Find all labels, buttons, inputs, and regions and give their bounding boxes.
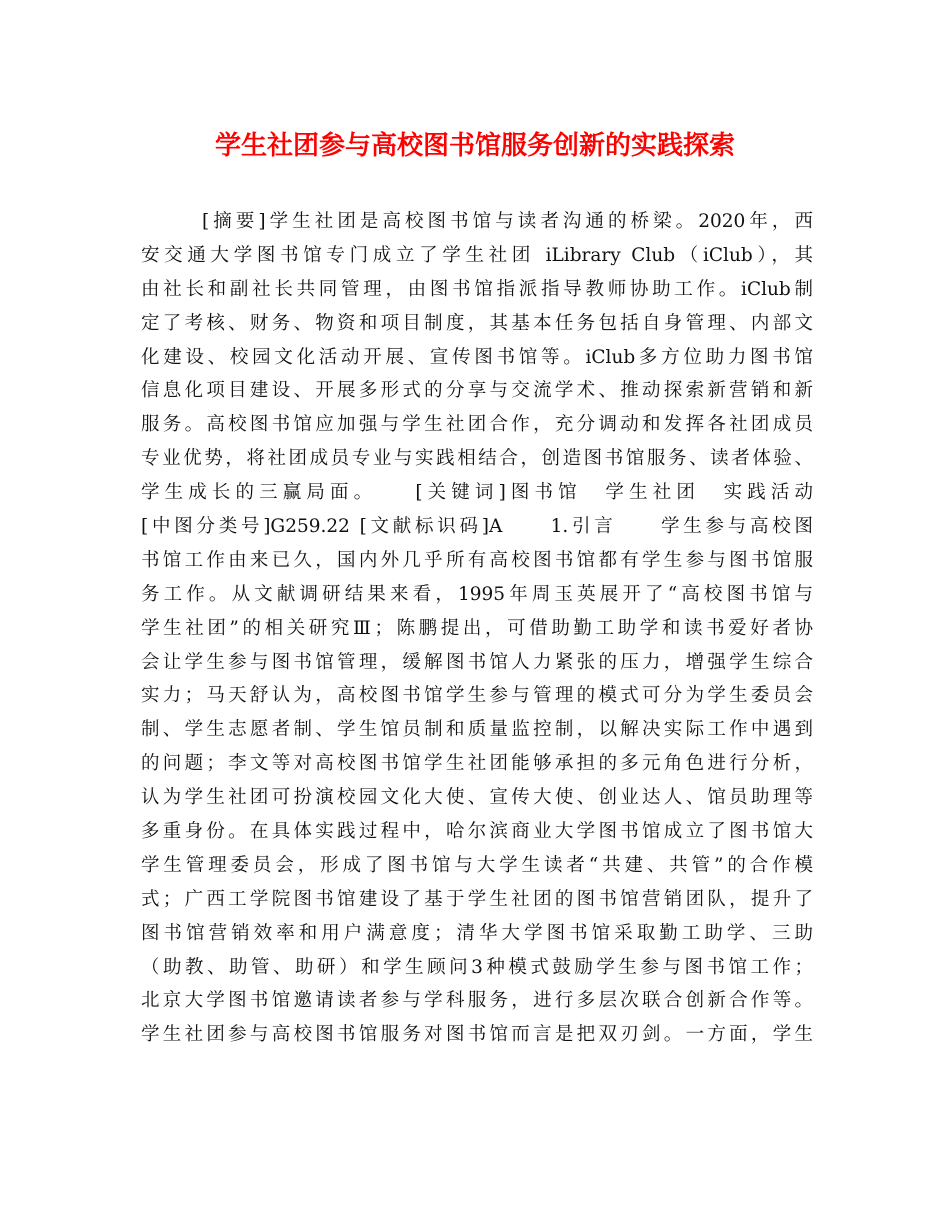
body-line: 制、学生志愿者制、学生馆员制和质量监控制，以解决实际工作中遇到 [141, 719, 813, 741]
body-line: 信息化项目建设、开展多形式的分享与交流学术、推动探索新营销和新 [141, 380, 813, 402]
body-line: 由社长和副社长共同管理，由图书馆指派指导教师协助工作。iClub制 [141, 278, 813, 300]
body-line: 会让学生参与图书馆管理，缓解图书馆人力紧张的压力，增强学生综合 [141, 651, 813, 673]
body-line: 书馆工作由来已久，国内外几乎所有高校图书馆都有学生参与图书馆服 [141, 549, 813, 571]
body-line: 专业优势，将社团成员专业与实践相结合，创造图书馆服务、读者体验、 [141, 448, 813, 470]
body-line: 定了考核、财务、物资和项目制度，其基本任务包括自身管理、内部文 [141, 312, 813, 334]
document-title: 学生社团参与高校图书馆服务创新的实践探索 [214, 131, 735, 161]
body-line: （助教、助管、助研）和学生顾问3种模式鼓励学生参与图书馆工作； [141, 956, 813, 978]
body-line: 安交通大学图书馆专门成立了学生社团 iLibrary Club（iClub），其 [141, 244, 813, 266]
body-line: 学生成长的三赢局面。 [关键词]图书馆 学生社团 实践活动 [141, 482, 813, 504]
body-line: 学生管理委员会，形成了图书馆与大学生读者“共建、共管”的合作模 [141, 854, 813, 876]
body-line: 服务。高校图书馆应加强与学生社团合作，充分调动和发挥各社团成员 [141, 414, 813, 436]
body-line: 的问题；李文等对高校图书馆学生社团能够承担的多元角色进行分析， [141, 753, 813, 775]
body-line: 北京大学图书馆邀请读者参与学科服务，进行多层次联合创新合作等。 [141, 990, 813, 1012]
body-line: 化建设、校园文化活动开展、宣传图书馆等。iClub多方位助力图书馆 [141, 346, 813, 368]
body-line: 多重身份。在具体实践过程中，哈尔滨商业大学图书馆成立了图书馆大 [141, 821, 813, 843]
body-line: [摘要]学生社团是高校图书馆与读者沟通的桥梁。2020年，西 [202, 211, 813, 232]
body-line: 务工作。从文献调研结果来看，1995年周玉英展开了“高校图书馆与 [141, 583, 813, 605]
body-line: 式；广西工学院图书馆建设了基于学生社团的图书馆营销团队，提升了 [141, 888, 813, 910]
body-line: [中图分类号]G259.22 [文献标识码]A 1.引言 学生参与高校图 [141, 516, 813, 538]
document-body [141, 205, 813, 1052]
body-line: 实力；马天舒认为，高校图书馆学生参与管理的模式可分为学生委员会 [141, 685, 813, 707]
body-line: 学生社团参与高校图书馆服务对图书馆而言是把双刃剑。一方面，学生 [141, 1024, 813, 1046]
body-line: 学生社团”的相关研究Ⅲ；陈鹏提出，可借助勤工助学和读书爱好者协 [141, 617, 813, 639]
body-line: 认为学生社团可扮演校园文化大使、宣传大使、创业达人、馆员助理等 [141, 787, 813, 809]
body-line: 图书馆营销效率和用户满意度；清华大学图书馆采取勤工助学、三助 [141, 922, 813, 944]
